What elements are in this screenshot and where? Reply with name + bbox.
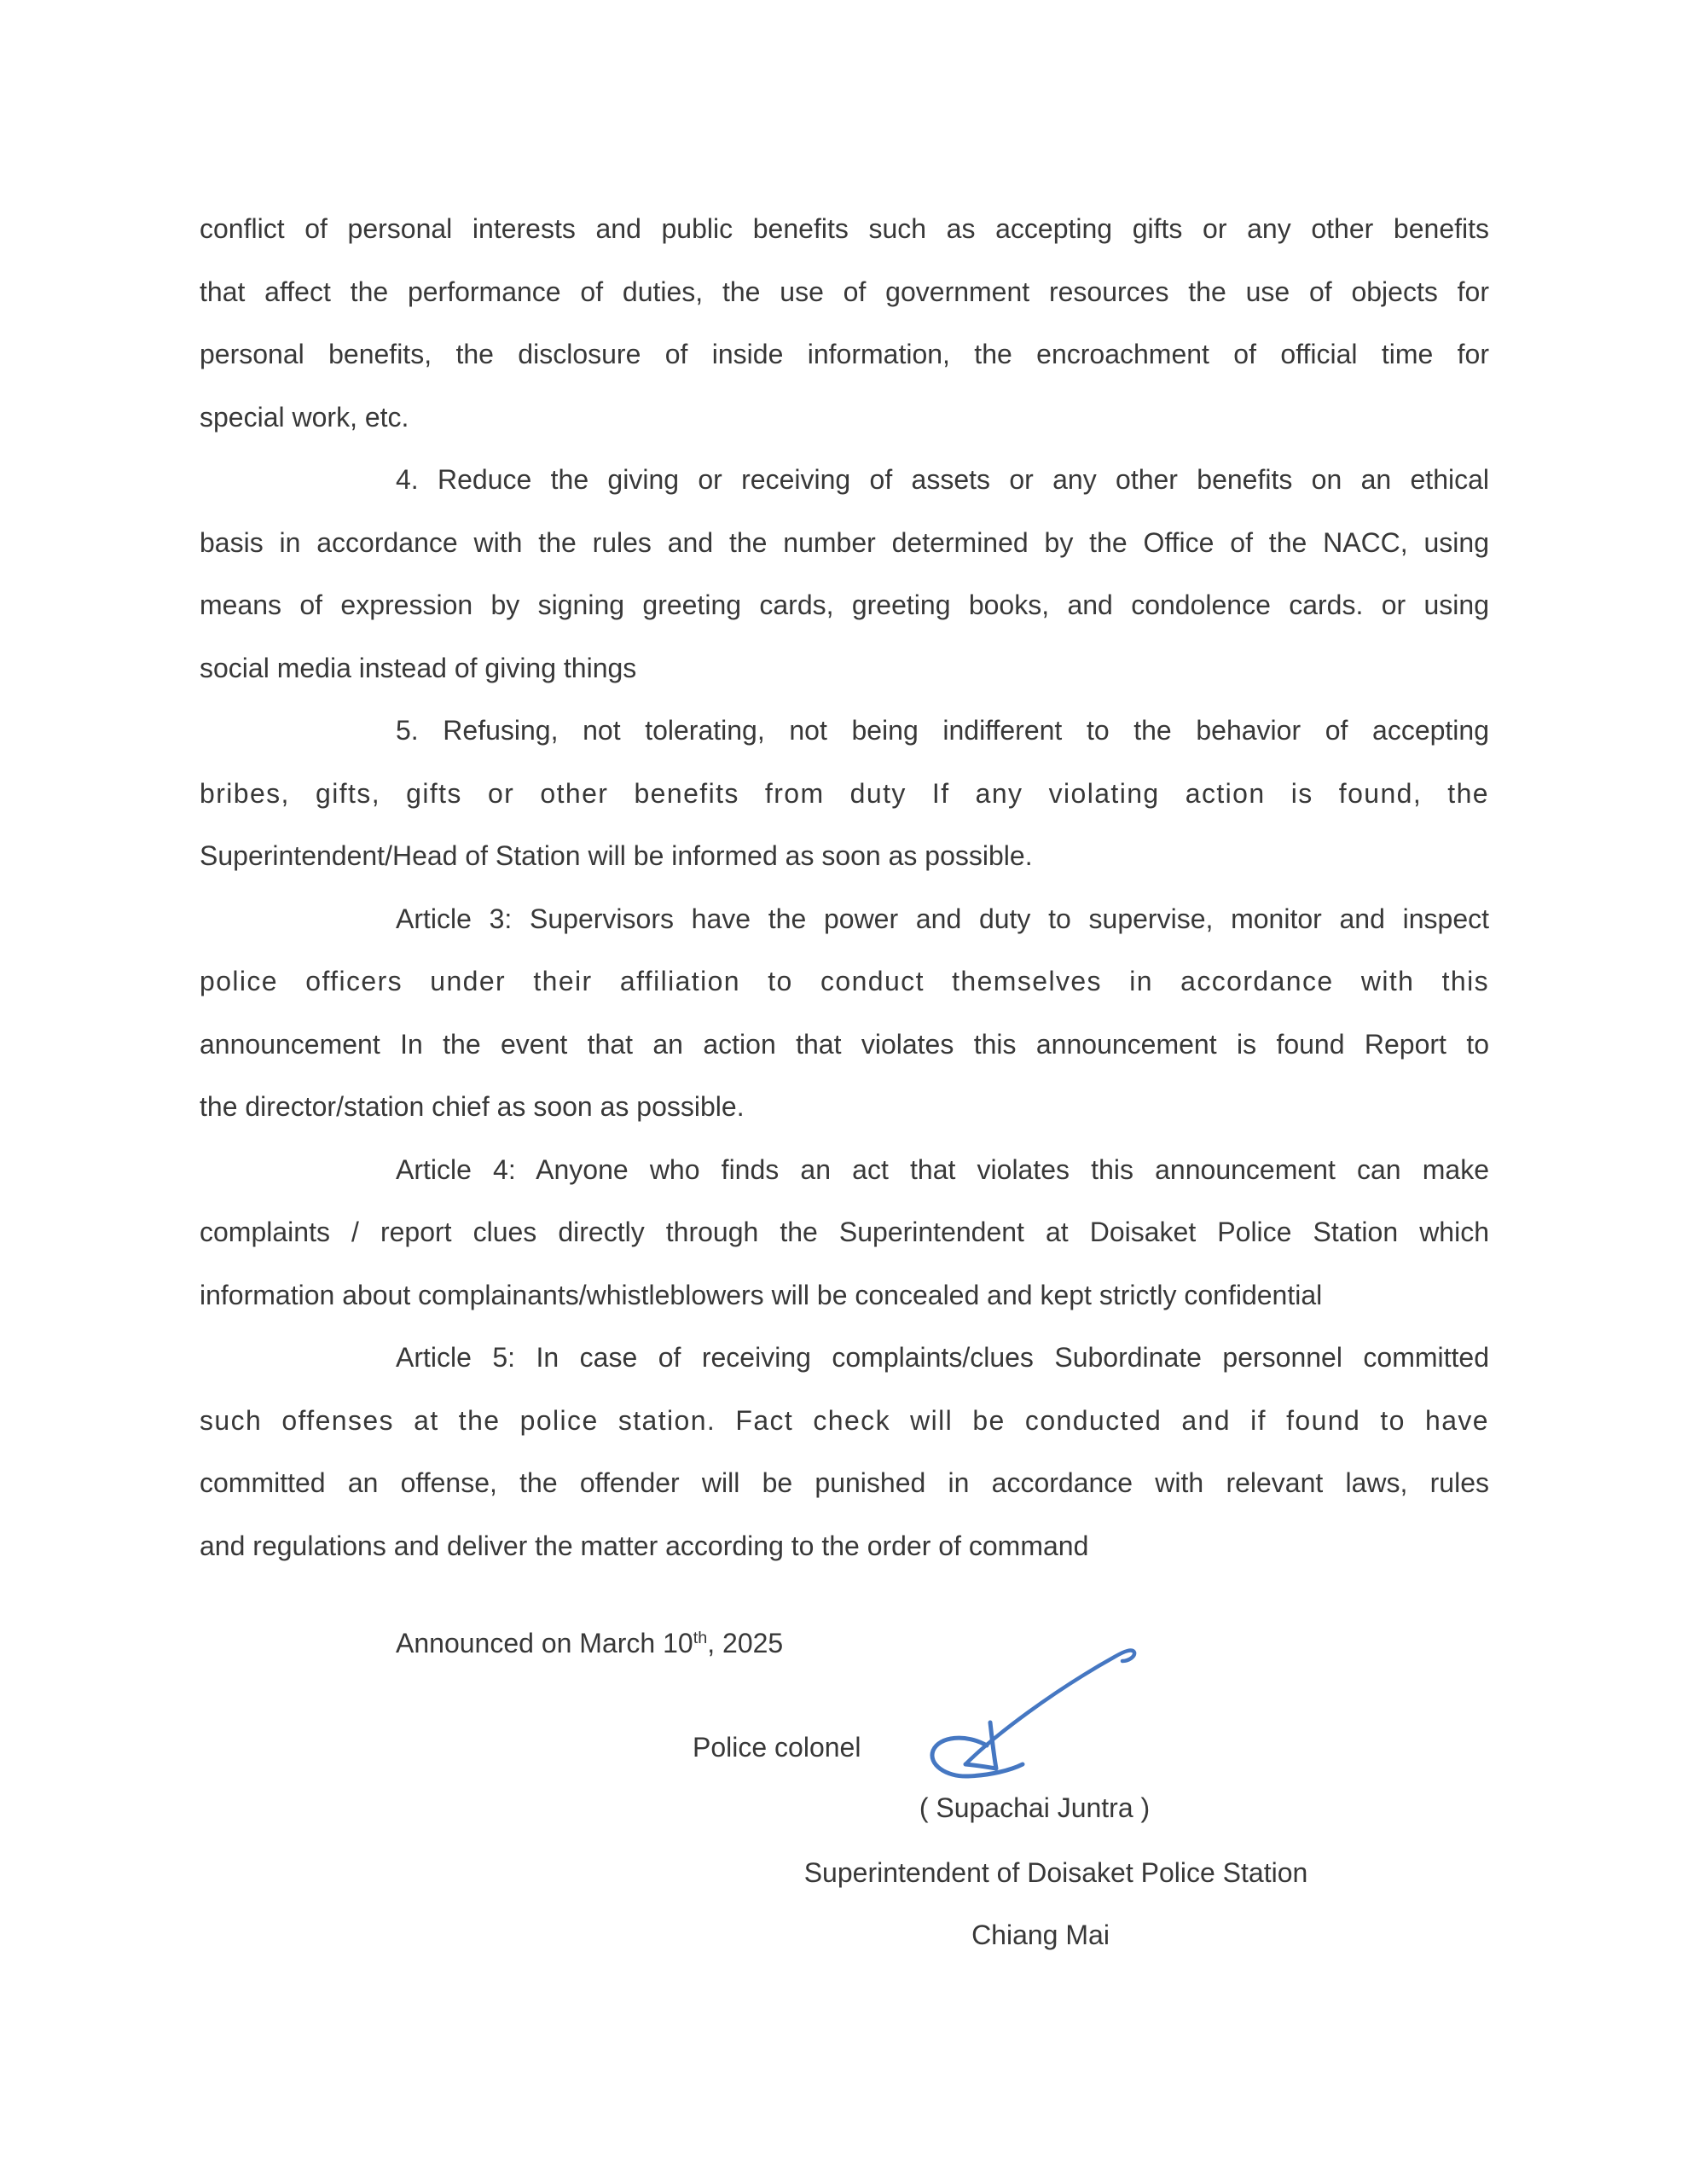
announcement-date-line <box>200 1612 1489 1680</box>
signer-rank: Police colonel <box>693 1732 861 1763</box>
text-line: police officers under their affiliation to conduct themselves in accordance with this <box>200 966 1489 996</box>
text-line: committed an offense, the offender will be punished in accordance with relevant laws, rules <box>200 1467 1489 1498</box>
text-line: conflict of personal interests and public benefits such as accepting gifts or any other benefits <box>200 213 1489 244</box>
text-line: such offenses at the police station. Fact check will be conducted and if found to have <box>200 1404 1489 1436</box>
signature-icon <box>925 1638 1147 1796</box>
text-line: Article 3: Supervisors have the power and duty to supervise, monitor and inspect <box>396 903 1489 934</box>
text-line: Superintendent/Head of Station will be informed as soon as possible. <box>200 840 1033 871</box>
text-line: means of expression by signing greeting cards, greeting books, and condolence cards. or using <box>200 590 1489 620</box>
body-text <box>200 198 1489 1577</box>
text-line: that affect the performance of duties, the use of government resources the use of objects for <box>200 276 1489 307</box>
text-line: the director/station chief as soon as possible. <box>200 1091 745 1122</box>
text-line: bribes, gifts, gifts or other benefits from duty If any violating action is found, the <box>200 777 1489 809</box>
signature-tail-stroke <box>965 1651 1134 1764</box>
text-line: special work, etc. <box>200 401 409 433</box>
text-line: 4. Reduce the giving or receiving of assets or any other benefits on an ethical <box>396 464 1489 495</box>
text-line: Article 4: Anyone who finds an act that violates this announcement can make <box>396 1153 1489 1185</box>
text-line: basis in accordance with the rules and the number determined by the Office of the NACC, using <box>200 526 1489 558</box>
text-line: announcement In the event that an action that violates this announcement is found Report to <box>200 1028 1489 1060</box>
text-line: Article 5: In case of receiving complaints/clues Subordinate personnel committed <box>396 1342 1489 1373</box>
signer-location: Chiang Mai <box>971 1920 1110 1950</box>
signer-name: ( Supachai Juntra ) <box>919 1792 1151 1823</box>
ordinal-superscript: th <box>693 1629 708 1648</box>
signer-title: Superintendent of Doisaket Police Station <box>803 1857 1308 1888</box>
announcement-date-suffix: , 2025 <box>707 1628 784 1658</box>
text-line: information about complainants/whistleblowers will be concealed and kept strictly confidential <box>200 1279 1323 1310</box>
text-line: and regulations and deliver the matter according to the order of command <box>200 1530 1089 1561</box>
signature-loop-stroke <box>932 1738 1023 1776</box>
text-line: social media instead of giving things <box>200 652 637 683</box>
text-line: 5. Refusing, not tolerating, not being indifferent to the behavior of accepting <box>396 715 1489 746</box>
announcement-date-prefix: Announced on March 10 <box>396 1628 693 1658</box>
text-line: complaints / report clues directly through the Superintendent at Doisaket Police Station which <box>200 1217 1489 1247</box>
text-line: personal benefits, the disclosure of inside information, the encroachment of official time for <box>200 339 1489 369</box>
